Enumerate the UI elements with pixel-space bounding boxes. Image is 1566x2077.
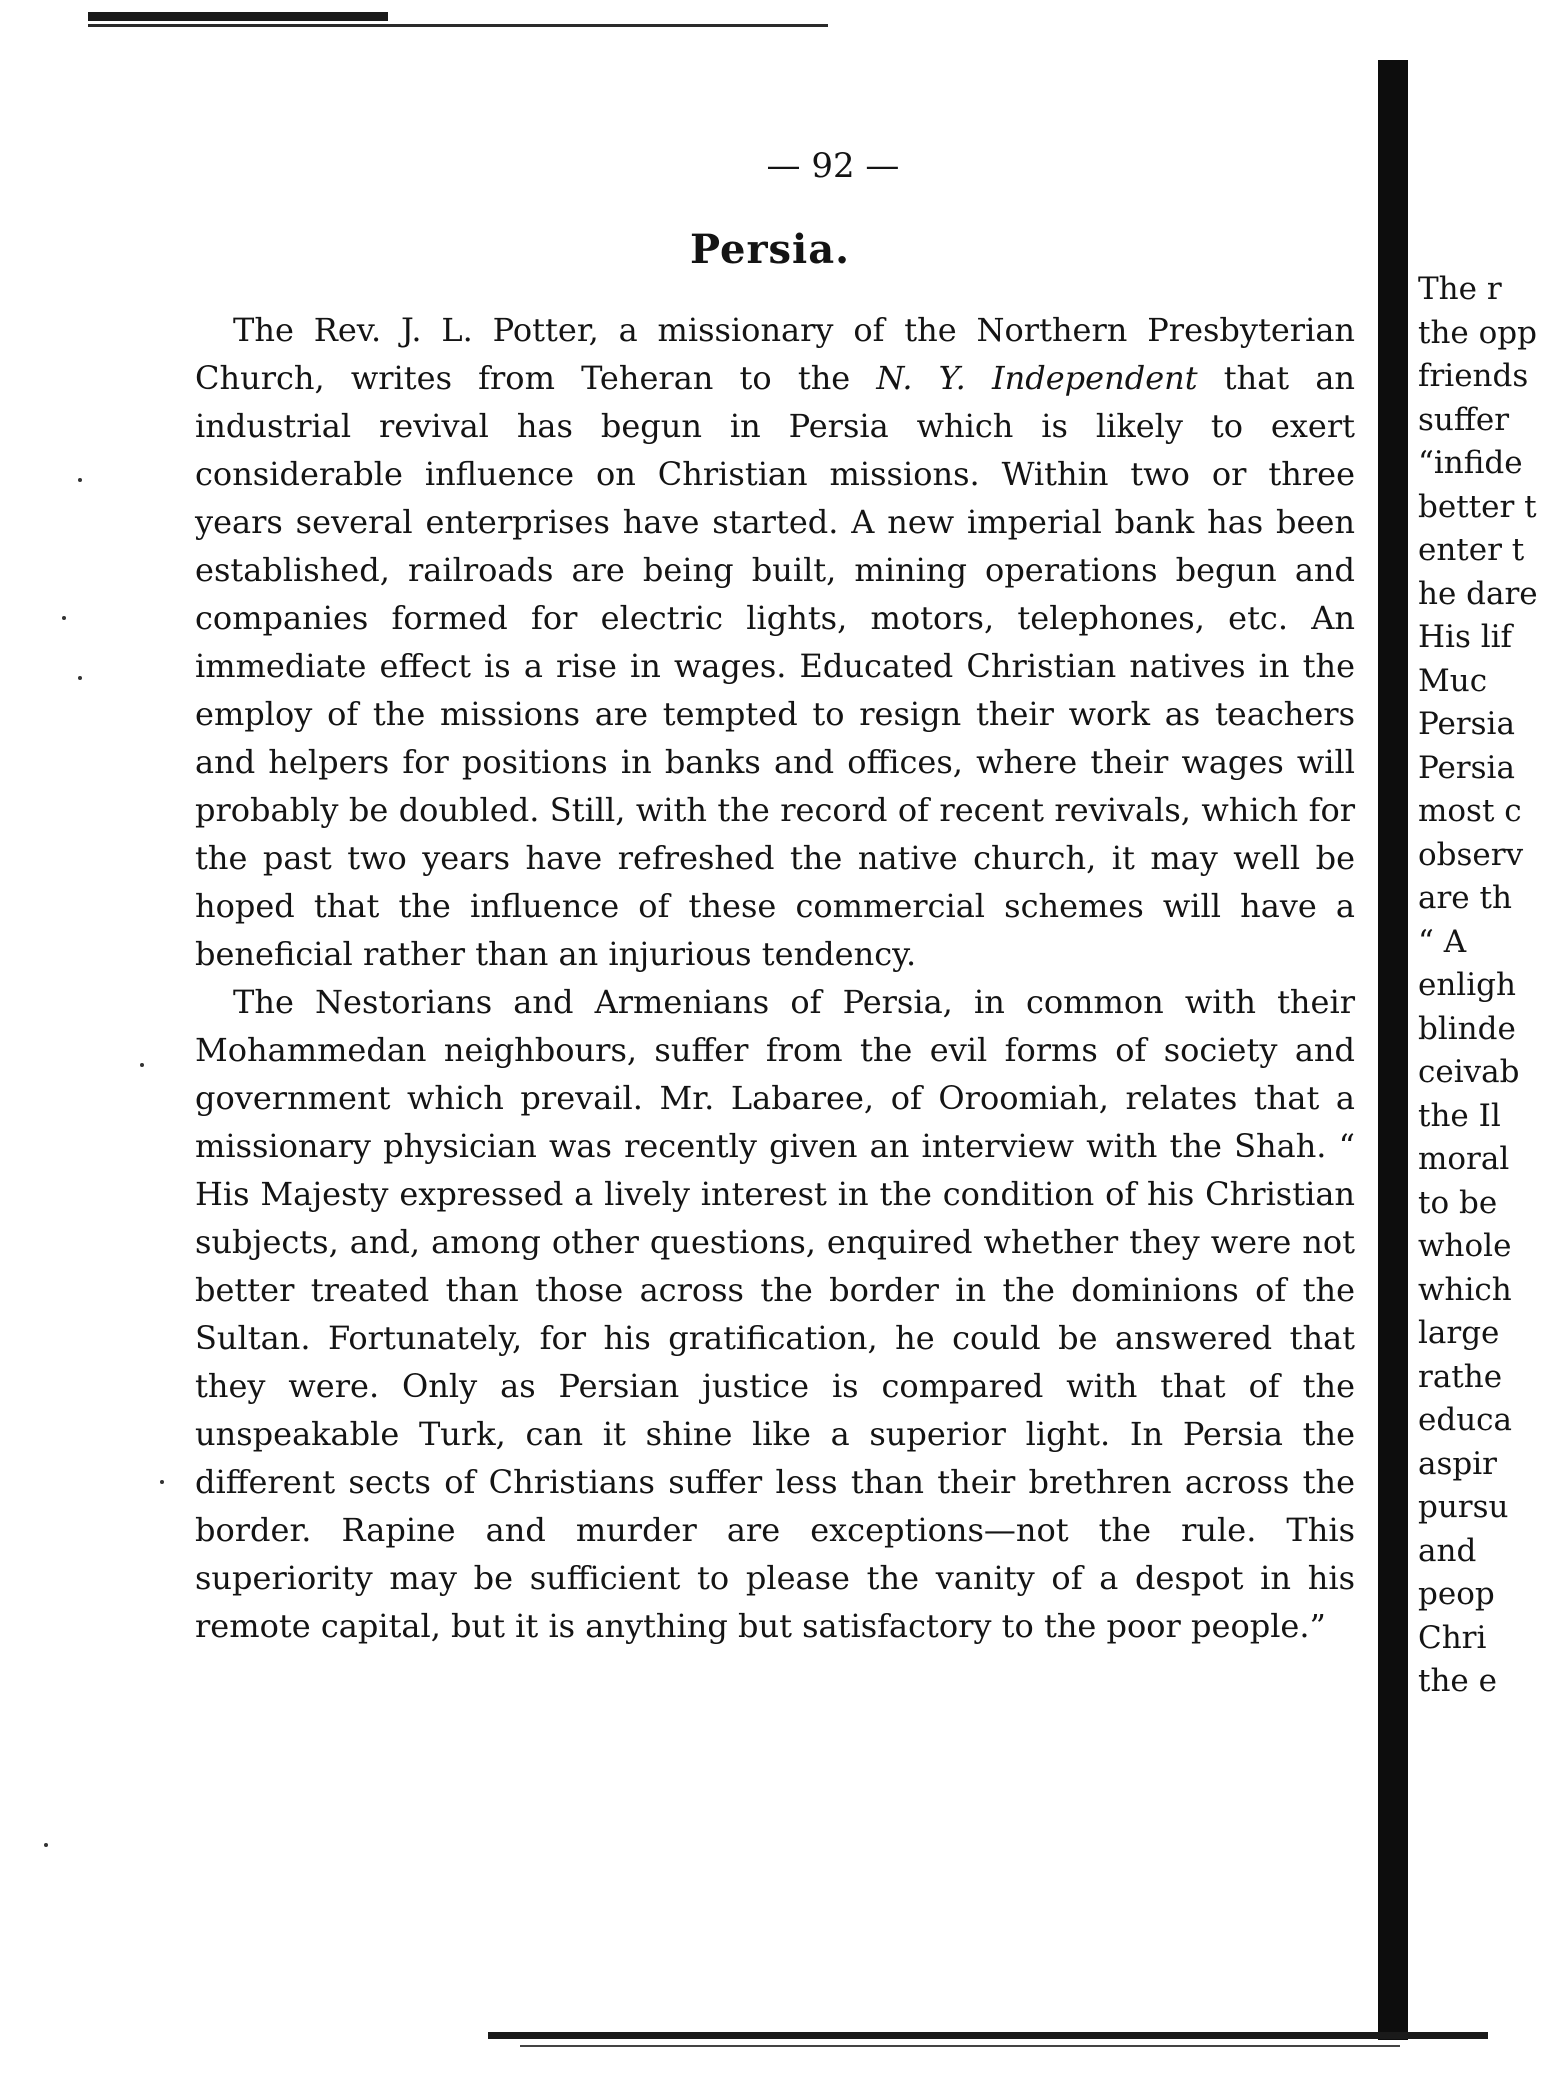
adjacent-line: the e — [1418, 1663, 1497, 1699]
adjacent-line: His lif — [1418, 619, 1513, 655]
adjacent-line: friends — [1418, 358, 1529, 394]
adjacent-line: better t — [1418, 488, 1537, 525]
periodical-title: N. Y. Independent — [876, 359, 1198, 397]
binding-gutter-shadow — [1378, 60, 1408, 2040]
paragraph-1-text-start: The Rev. J. L. Potter, a missionary of the Northern Presbyterian Church, writes from Teheran to the — [195, 311, 1355, 397]
adjacent-line: “ A — [1418, 923, 1467, 960]
adjacent-line: to be — [1418, 1184, 1498, 1221]
article-paragraph-2: The Nestorians and Armenians of Persia, in common with their Mohammedan neighbours, suffer from the evil forms of society and government which prevail. Mr. Labaree, of Oroomiah, relates that a missionary physician was recently given an interview with the Shah. “ His Majesty expressed a lively interest in the condition of his Christian subjects, and, among other questions, enquired whether they were not better treated than those across the border in the dominions of the Sultan. Fortunately, for his gratification, he could be answered that they were. Only as Persian justice is compared with that of the unspeakable Turk, can it shine like a superior light. In Persia the different sects of Christians suffer less than their brethren across the border. Rapine and murder are exceptions—not the rule. This superiority may be sufficient to please the vanity of a despot in his remote capital, but it is anything but satisfactory to the poor people.” — [195, 983, 1355, 1645]
bottom-border-rule-thin — [520, 2045, 1400, 2047]
scan-speck — [44, 1843, 48, 1847]
adjacent-page-fragment — [1418, 268, 1566, 1704]
scan-speck — [140, 1063, 144, 1067]
page-number — [0, 146, 1566, 186]
top-border-rule-thin — [88, 24, 828, 27]
adjacent-line: suffer — [1418, 401, 1510, 438]
adjacent-line: whole — [1418, 1228, 1512, 1264]
adjacent-line: the Il — [1418, 1097, 1501, 1134]
paragraph-1-text-end: that an industrial revival has begun in Persia which is likely to exert considerable influence on Christian missions. Within two or three years several enterprises have started. A new imperial bank has been established, railroads are being built, mining operations begun and companies formed for electric lights, motors, telephones, etc. An immediate effect is a rise in wages. Educated Christian natives in the employ of the missions are tempted to resign their work as teachers and helpers for positions in banks and offices, where their wages will probably be doubled. Still, with the record of recent revivals, which for the past two years have refreshed the native church, it may well be hoped that the influence of these commercial schemes will have a beneficial rather than an injurious tendency. — [195, 359, 1355, 973]
adjacent-line: and — [1418, 1532, 1477, 1569]
scan-speck — [160, 1480, 164, 1484]
adjacent-line: most c — [1418, 793, 1522, 829]
adjacent-line: “infide — [1418, 445, 1523, 481]
adjacent-line: enligh — [1418, 967, 1516, 1003]
adjacent-line: are th — [1418, 880, 1512, 916]
section-heading: Persia. — [690, 226, 851, 273]
adjacent-line: Chri — [1418, 1619, 1487, 1656]
adjacent-line: he dare — [1418, 575, 1538, 612]
adjacent-line: rathe — [1418, 1358, 1503, 1395]
adjacent-line: Muc — [1418, 662, 1488, 699]
adjacent-line: enter t — [1418, 532, 1525, 568]
adjacent-line: observ — [1418, 836, 1524, 873]
page-number-text: — 92 — — [766, 146, 900, 186]
article-paragraph-1 — [195, 306, 1355, 978]
adjacent-line: large — [1418, 1315, 1500, 1351]
scan-speck — [62, 616, 66, 620]
scan-speck — [78, 676, 82, 680]
adjacent-line: the opp — [1418, 314, 1537, 351]
adjacent-line: blinde — [1418, 1010, 1516, 1047]
adjacent-line: The r — [1418, 271, 1502, 307]
adjacent-line: ceivab — [1418, 1054, 1520, 1090]
main-text-column — [195, 306, 1355, 1650]
adjacent-line: moral — [1418, 1141, 1510, 1177]
adjacent-line: educa — [1418, 1402, 1512, 1438]
adjacent-line: which — [1418, 1271, 1512, 1308]
adjacent-line: Persia — [1418, 706, 1515, 742]
top-border-rule-thick — [88, 12, 388, 21]
bottom-border-rule — [488, 2032, 1488, 2039]
adjacent-line: pursu — [1418, 1489, 1509, 1525]
adjacent-line: peop — [1418, 1576, 1495, 1612]
adjacent-line: Persia — [1418, 749, 1515, 786]
adjacent-line: aspir — [1418, 1445, 1497, 1482]
scan-speck — [78, 478, 82, 482]
